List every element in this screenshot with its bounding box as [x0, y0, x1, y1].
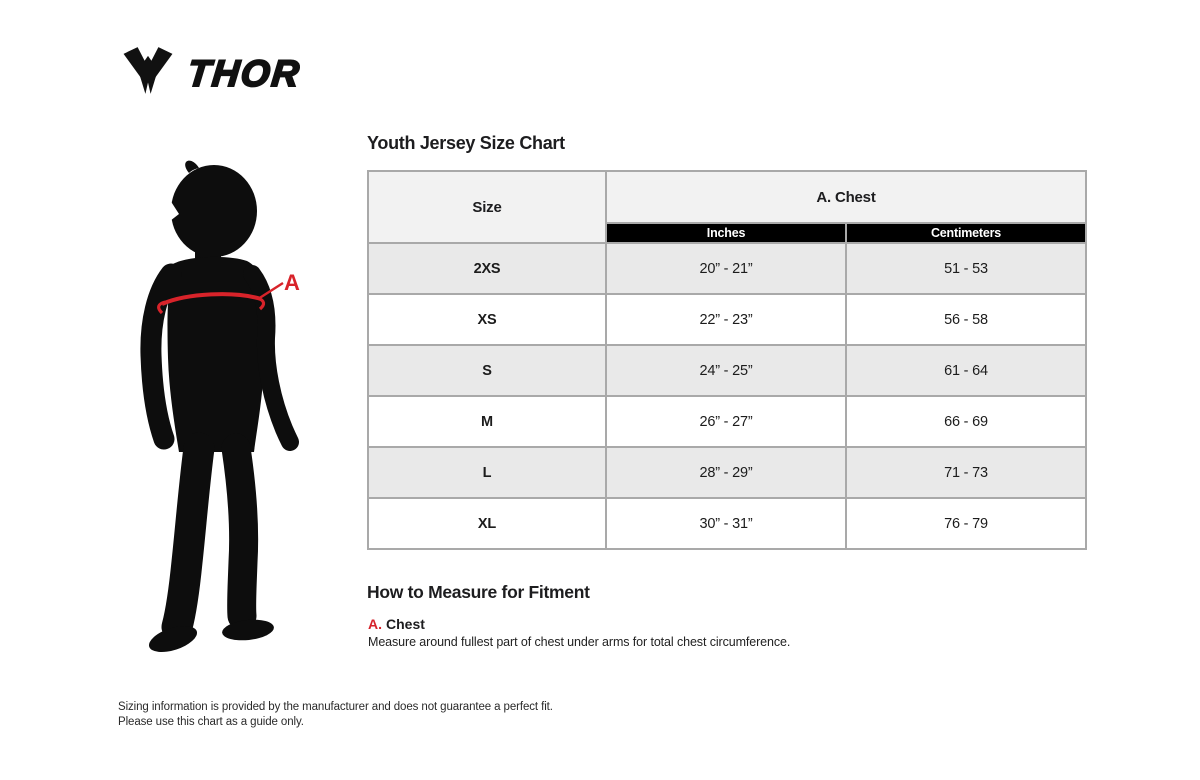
table-row — [368, 396, 1086, 447]
cm-value: 66 - 69 — [846, 396, 1086, 447]
chest-label-a: A — [284, 270, 300, 295]
size-value: S — [368, 345, 606, 396]
page-title: Youth Jersey Size Chart — [367, 133, 565, 153]
disclaimer-line-1: Sizing information is provided by the manufacturer and does not guarantee a perfect fit. — [118, 701, 553, 713]
thor-horns-icon — [122, 46, 174, 96]
inches-value: 24” - 25” — [606, 345, 846, 396]
size-value: XS — [368, 294, 606, 345]
disclaimer-line-2: Please use this chart as a guide only. — [118, 716, 304, 728]
size-value: 2XS — [368, 243, 606, 294]
size-value: XL — [368, 498, 606, 549]
disclaimer-footer — [118, 700, 553, 730]
measure-item-chest — [368, 616, 790, 649]
cm-value: 51 - 53 — [846, 243, 1086, 294]
cm-value: 61 - 64 — [846, 345, 1086, 396]
inches-value: 26” - 27” — [606, 396, 846, 447]
cm-value: 76 - 79 — [846, 498, 1086, 549]
measure-item-title — [368, 616, 790, 632]
inches-value: 20” - 21” — [606, 243, 846, 294]
table-row — [368, 498, 1086, 549]
table-header-row — [368, 171, 1086, 223]
size-value: M — [368, 396, 606, 447]
table-row — [368, 294, 1086, 345]
column-header-centimeters: Centimeters — [846, 223, 1086, 243]
measurement-figure — [115, 150, 365, 680]
inches-value: 30” - 31” — [606, 498, 846, 549]
cm-value: 71 - 73 — [846, 447, 1086, 498]
measure-name: Chest — [386, 616, 425, 632]
brand-wordmark: THOR — [185, 52, 303, 94]
child-silhouette-graphic — [115, 150, 365, 680]
cm-value: 56 - 58 — [846, 294, 1086, 345]
size-chart-table — [367, 170, 1087, 550]
inches-value: 28” - 29” — [606, 447, 846, 498]
table-row — [368, 447, 1086, 498]
table-row — [368, 345, 1086, 396]
inches-value: 22” - 23” — [606, 294, 846, 345]
measure-description: Measure around fullest part of chest under arms for total chest circumference. — [368, 635, 791, 649]
column-header-inches: Inches — [606, 223, 846, 243]
table-row — [368, 243, 1086, 294]
brand-logo — [122, 46, 301, 96]
size-value: L — [368, 447, 606, 498]
column-header-size: Size — [368, 171, 606, 243]
column-header-chest: A. Chest — [606, 171, 1086, 223]
how-to-measure-heading: How to Measure for Fitment — [367, 582, 590, 602]
measure-letter: A. — [368, 616, 382, 632]
